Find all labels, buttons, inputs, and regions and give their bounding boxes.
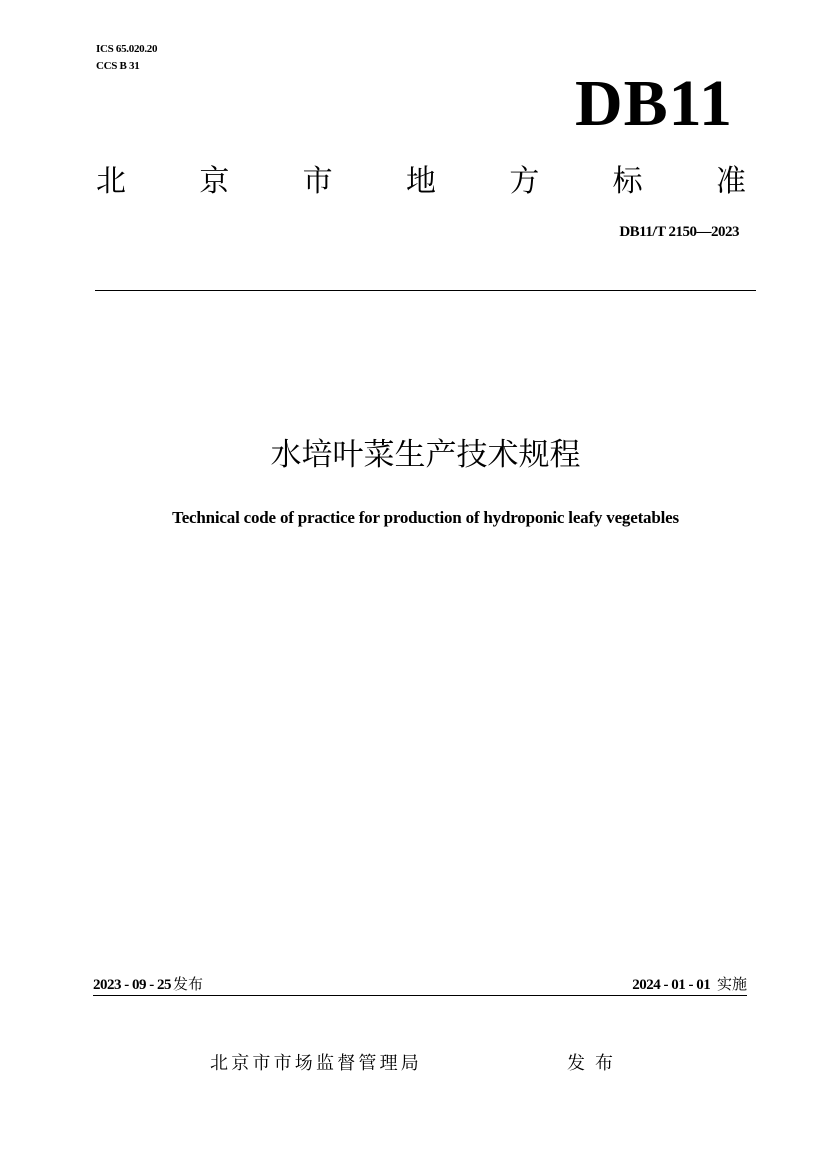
implement-date: 2024 - 01 - 01 xyxy=(632,977,711,993)
ccs-code: CCS B 31 xyxy=(96,60,140,72)
standard-number: DB11/T 2150—2023 xyxy=(619,224,739,240)
document-title-chinese: 水培叶菜生产技术规程 xyxy=(270,437,581,473)
header-divider xyxy=(95,290,756,291)
standard-type-char: 地 xyxy=(405,164,436,199)
db11-logo: DB11 xyxy=(574,67,733,140)
date-row xyxy=(93,973,747,996)
standard-type-char: 市 xyxy=(302,164,333,199)
issuer-name: 北京市市场监督管理局 xyxy=(210,1053,422,1074)
issuer-action: 发布 xyxy=(567,1053,623,1074)
classification-codes xyxy=(96,41,157,75)
publish-date-group xyxy=(93,973,203,996)
implement-date-group xyxy=(632,973,747,996)
ics-code: ICS 65.020.20 xyxy=(96,43,158,55)
standard-type-char: 北 xyxy=(96,164,126,199)
publish-label: 发布 xyxy=(173,975,204,993)
standard-type-char: 方 xyxy=(509,164,540,199)
implement-label: 实施 xyxy=(716,975,747,993)
standard-type-char: 京 xyxy=(199,164,230,199)
standard-type-char: 标 xyxy=(612,164,643,199)
publish-date: 2023 - 09 - 25 xyxy=(93,977,171,993)
document-title-english: Technical code of practice for production of hydroponic leafy vegetables xyxy=(172,508,679,527)
standard-type-heading xyxy=(96,160,746,204)
standard-type-char: 准 xyxy=(715,164,746,199)
